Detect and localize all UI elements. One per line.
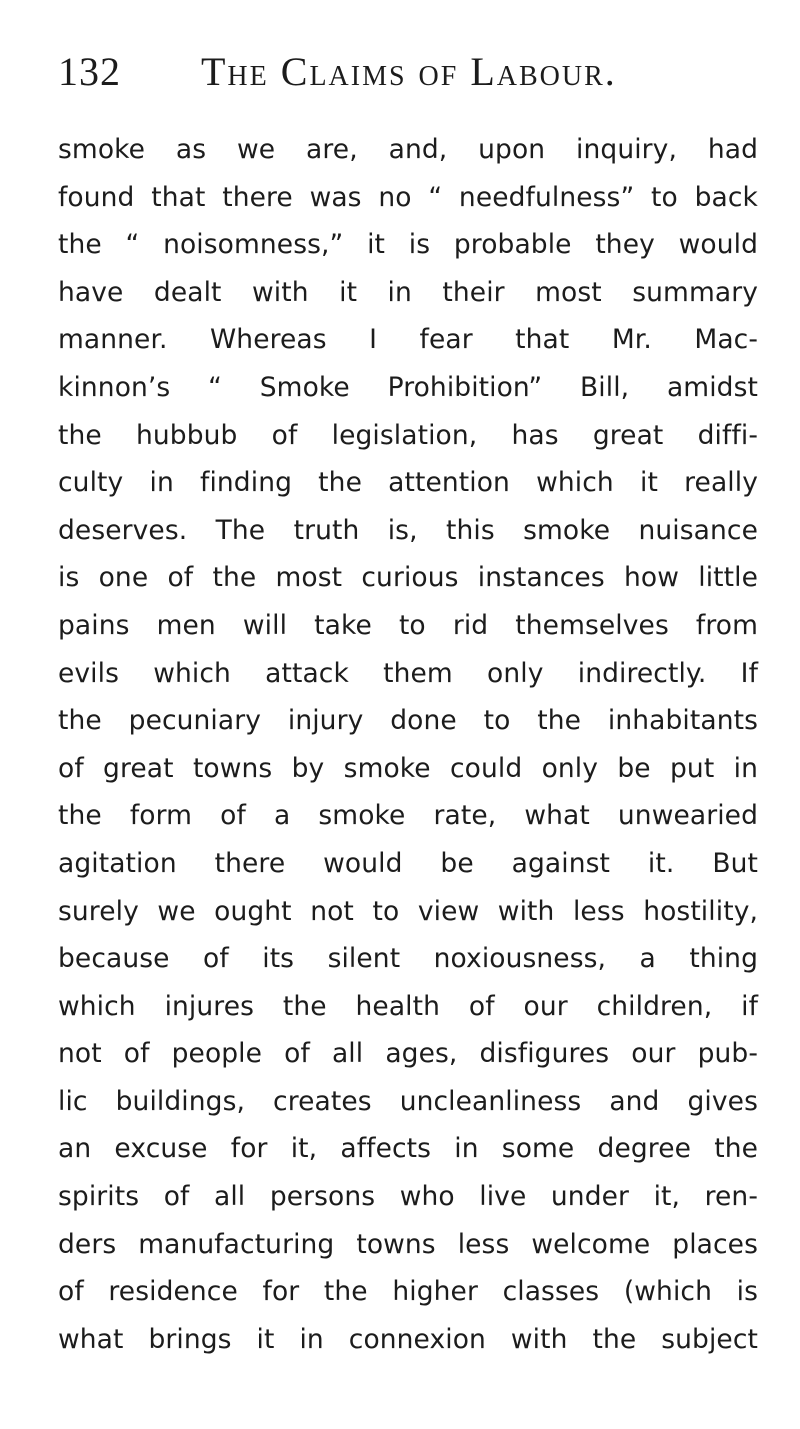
text-line: which injures the health of our children, if (58, 990, 758, 1022)
text-line: the hubbub of legislation, has great diffi- (58, 419, 758, 451)
text-line: lic buildings, creates uncleanliness and gives (58, 1085, 758, 1117)
text-line: because of its silent noxiousness, a thing (58, 943, 758, 975)
body-text (58, 126, 758, 1363)
text-line: surely we ought not to view with less hostility, (58, 895, 758, 927)
text-line: the “ noisomness,” it is probable they would (58, 229, 758, 261)
page-number: 132 (58, 49, 121, 94)
text-line: of residence for the higher classes (which is (58, 1276, 758, 1308)
text-line: is one of the most curious instances how little (58, 562, 758, 594)
text-line: the pecuniary injury done to the inhabitants (58, 705, 758, 737)
text-line: kinnon’s “ Smoke Prohibition” Bill, amidst (58, 371, 758, 403)
text-line: not of people of all ages, disfigures our pub- (58, 1038, 758, 1070)
text-line: evils which attack them only indirectly. If (58, 657, 758, 689)
text-line: deserves. The truth is, this smoke nuisance (58, 514, 758, 546)
running-head (58, 48, 778, 100)
text-line: have dealt with it in their most summary (58, 276, 758, 308)
text-line: agitation there would be against it. But (58, 847, 758, 879)
text-line: manner. Whereas I fear that Mr. Mac- (58, 324, 758, 356)
text-line: pains men will take to rid themselves from (58, 609, 758, 641)
text-line: found that there was no “ needfulness” to back (58, 181, 758, 213)
text-line: culty in finding the attention which it really (58, 467, 758, 499)
text-line: of great towns by smoke could only be put in (58, 752, 758, 784)
text-line: the form of a smoke rate, what unwearied (58, 800, 758, 832)
text-line: what brings it in connexion with the subject (58, 1323, 758, 1355)
text-line: ders manufacturing towns less welcome places (58, 1228, 758, 1260)
text-line: an excuse for it, affects in some degree the (58, 1133, 758, 1165)
running-title: The Claims of Labour. (201, 49, 617, 94)
text-line: spirits of all persons who live under it, ren- (58, 1181, 758, 1213)
text-line: smoke as we are, and, upon inquiry, had (58, 134, 758, 165)
